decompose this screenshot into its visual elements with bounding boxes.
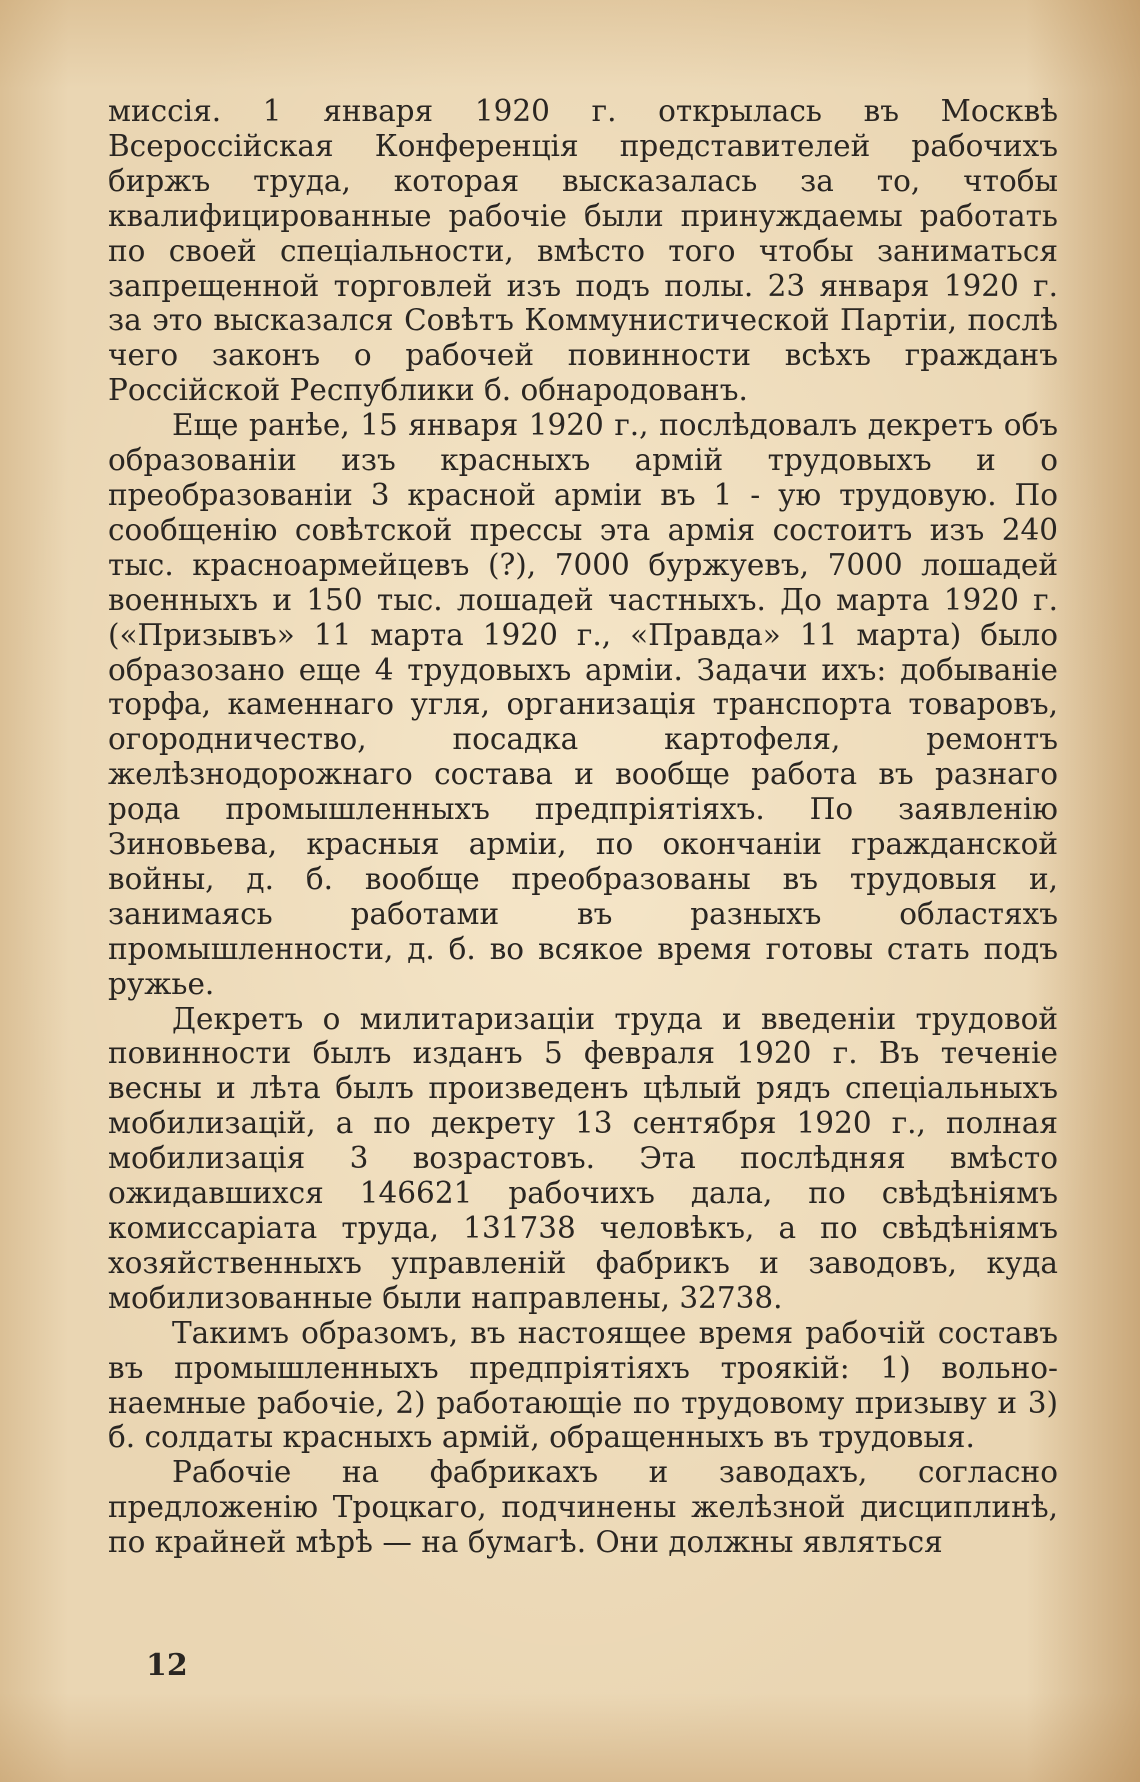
paragraph-4: Такимъ образомъ, въ настоящее время рабочій составъ въ промышленныхъ предпріятіяхъ троякій: 1) вольно-наемные рабочіе, 2) работающіе по трудовому призыву и 3) б. солдаты красныхъ армій, обращенныхъ въ трудовыя. (108, 1315, 1058, 1455)
paragraph-1: миссія. 1 января 1920 г. открылась въ Москвѣ Всероссійская Конференція представителей рабочихъ биржъ труда, которая высказалась за то, чтобы квалифицированные рабочіе были принуждаемы работать по своей спеціальности, вмѣсто того чтобы заниматься запрещенной торговлей изъ подъ полы. 23 января 1920 г. за это высказался Совѣтъ Коммунистической Партіи, послѣ чего законъ о рабочей повинности всѣхъ гражданъ Россійской Республики б. обнародованъ. (108, 94, 1058, 408)
page-number: 12 (146, 1648, 188, 1683)
paragraph-5: Рабочіе на фабрикахъ и заводахъ, согласно предложенію Троцкаго, подчинены желѣзной дисциплинѣ, по крайней мѣрѣ — на бумагѣ. Они должны являться (108, 1455, 1058, 1560)
paragraph-2: Еще ранѣе, 15 января 1920 г., послѣдовалъ декретъ объ образованіи изъ красныхъ армій трудовыхъ и о преобразованіи 3 красной арміи въ 1 - ую трудовую. По сообщенію совѣтской прессы эта армія состоитъ изъ 240 тыс. красноармейцевъ (?), 7000 буржуевъ, 7000 лошадей военныхъ и 150 тыс. лошадей частныхъ. До марта 1920 г. («Призывъ» 11 марта 1920 г., «Правда» 11 марта) было образозано еще 4 трудовыхъ арміи. Задачи ихъ: добываніе торфа, каменнаго угля, организація транспорта товаровъ, огородничество, посадка картофеля, ремонтъ желѣзнодорожнаго состава и вообще работа въ разнаго рода промышленныхъ предпріятіяхъ. По заявленію Зиновьева, красныя арміи, по окончаніи гражданской войны, д. б. вообще преобразованы въ трудовыя и, занимаясь работами въ разныхъ областяхъ промышленности, д. б. во всякое время готовы стать подъ ружье. (108, 408, 1058, 1001)
paragraph-3: Декретъ о милитаризаціи труда и введеніи трудовой повинности былъ изданъ 5 февраля 1920 г. Въ теченіе весны и лѣта былъ произведенъ цѣлый рядъ спеціальныхъ мобилизацій, а по декрету 13 сентября 1920 г., полная мобилизація 3 возрастовъ. Эта послѣдняя вмѣсто ожидавшихся 146621 рабочихъ дала, по свѣдѣніямъ комиссаріата труда, 131738 человѣкъ, а по свѣдѣніямъ хозяйственныхъ управленій фабрикъ и заводовъ, куда мобилизованные были направлены, 32738. (108, 1001, 1058, 1315)
body-text (108, 94, 1058, 1560)
